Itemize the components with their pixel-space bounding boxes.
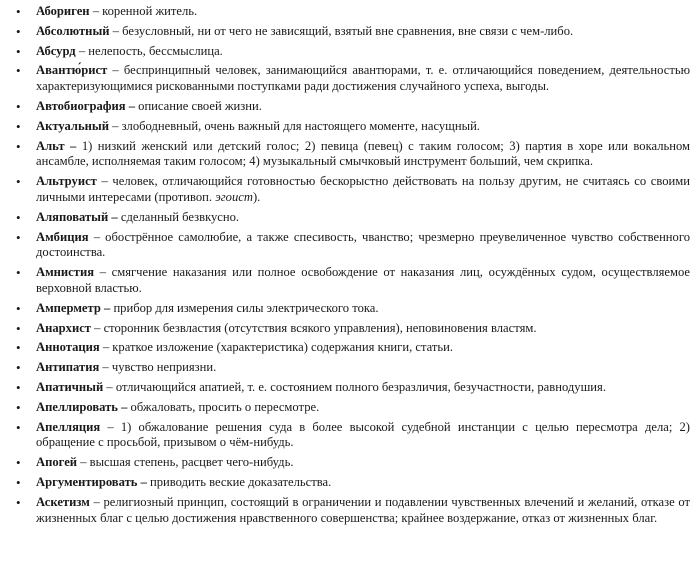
dictionary-entry — [14, 174, 690, 206]
dictionary-entry — [14, 360, 690, 376]
bullet-icon: • — [16, 43, 21, 59]
dictionary-entry — [14, 210, 690, 226]
entry-term: Автобиография – — [36, 98, 135, 113]
entry-term: Амнистия — [36, 265, 95, 280]
entry-term: Абориген — [36, 4, 90, 18]
entry-definition — [36, 265, 690, 295]
entry-definition — [118, 210, 239, 224]
bullet-icon: • — [16, 265, 21, 281]
entry-definition-text: приводить веские доказательства. — [146, 474, 332, 489]
bullet-icon: • — [16, 340, 21, 356]
entry-definition — [103, 380, 606, 394]
entry-definition — [76, 44, 223, 58]
entry-definition — [100, 340, 453, 354]
entry-definition-text: обжаловать, просить о пересмотре. — [127, 399, 320, 414]
entry-definition-text: – высшая степень, расцвет чего-нибудь. — [77, 455, 294, 470]
bullet-icon: • — [16, 419, 21, 435]
entry-term: Аннотация — [36, 340, 100, 355]
entry-definition-text: – сторонник безвластия (отсутствия всякого управления), неповиновения властям. — [90, 320, 537, 335]
entry-definition — [36, 63, 690, 93]
entry-term: Анархист — [36, 320, 91, 335]
entry-definition-text: – коренной житель. — [89, 4, 198, 18]
entry-definition-text: – краткое изложение (характеристика) содержания книги, статьи. — [99, 340, 454, 355]
bullet-icon: • — [16, 63, 21, 79]
bullet-icon: • — [16, 229, 21, 245]
bullet-icon: • — [16, 209, 21, 225]
bullet-icon: • — [16, 320, 21, 336]
bullet-icon: • — [16, 474, 21, 490]
bullet-icon: • — [16, 118, 21, 134]
entry-definition — [110, 24, 574, 38]
bullet-icon: • — [16, 379, 21, 395]
entry-definition-text: – обострённое самолюбие, а также спесивость, чванство; чрезмерно преувеличенное чувство собственного достоинства. — [36, 229, 690, 260]
bullet-icon: • — [16, 23, 21, 39]
bullet-icon: • — [16, 300, 21, 316]
dictionary-entry — [14, 139, 690, 171]
entry-definition-text: описание своей жизни. — [135, 98, 262, 113]
entry-definition-text: – злободневный, очень важный для настоящего моменте, насущный. — [108, 118, 480, 133]
entry-definition — [110, 301, 378, 315]
dictionary-entry — [14, 63, 690, 95]
dictionary-entry — [14, 301, 690, 317]
entry-term: Аскетизм — [36, 494, 90, 509]
dictionary-entry — [14, 230, 690, 262]
bullet-icon: • — [16, 174, 21, 190]
dictionary-entry — [14, 455, 690, 471]
entry-term: Альт – — [36, 138, 77, 153]
bullet-icon: • — [16, 455, 21, 471]
bullet-icon: • — [16, 98, 21, 114]
entry-definition — [91, 321, 537, 335]
entry-list — [14, 4, 690, 526]
entry-definition-text: – человек, отличающийся готовностью бескорыстно действовать на пользу другим, не считаясь со своими личными интересами (противоп. — [36, 174, 690, 204]
entry-definition-text: – отличающийся апатией, т. е. состоянием полного безразличия, безучастности, равнодушия. — [103, 379, 606, 394]
entry-term: Альтруист — [36, 174, 97, 189]
entry-term: Актуальный — [36, 118, 109, 133]
entry-definition — [109, 119, 480, 133]
entry-definition-text: сделанный безвкусно. — [117, 209, 240, 224]
entry-definition — [90, 4, 198, 18]
entry-definition — [36, 139, 690, 169]
dictionary-entry — [14, 321, 690, 337]
dictionary-entry — [14, 44, 690, 60]
entry-term: Авантю́рист — [36, 63, 108, 78]
bullet-icon: • — [16, 4, 21, 19]
entry-term: Аргументировать – — [36, 474, 147, 489]
entry-definition-text: – беспринципный человек, занимающийся авантюрами, т. е. отличающийся поведением, деятельностью характеризующимися рискованными поступками ради достижения случайного успеха, выгоды. — [36, 63, 690, 94]
entry-definition-text: – безусловный, ни от чего не зависящий, взятый вне сравнения, вне связи с чем-либо. — [109, 23, 574, 38]
bullet-icon: • — [16, 494, 21, 510]
dictionary-entry — [14, 265, 690, 297]
dictionary-entry — [14, 400, 690, 416]
entry-term: Апелляция — [36, 419, 101, 434]
entry-definition-end: ). — [252, 189, 261, 204]
entry-definition-text: – 1) обжалование решения суда в более высокой судебной инстанции с целью пересмотра дела; 2) обращение с просьбой, призывом о чём-нибудь. — [36, 419, 690, 450]
entry-term: Абсолютный — [36, 23, 110, 38]
entry-term: Амбиция — [36, 229, 89, 244]
entry-definition-text: – смягчение наказания или полное освобождение от наказания лиц, осуждённых судом, осуществляемое верховной властью. — [36, 265, 690, 295]
entry-term: Аляповатый – — [36, 209, 118, 224]
bullet-icon: • — [16, 138, 21, 154]
entry-definition-text: – чувство неприязни. — [99, 360, 217, 375]
entry-definition — [77, 455, 293, 469]
entry-definition — [36, 420, 690, 450]
entry-definition — [127, 400, 319, 414]
entry-definition — [36, 495, 690, 525]
entry-definition-italic: эгоист — [215, 189, 253, 204]
entry-definition-text: – религиозный принцип, состоящий в ограничении и подавлении чувственных влечений и желаний, отказе от жизненных благ с целью достижения нравственного совершенства; крайнее воздержание, отказ от жизненных благ. — [36, 494, 690, 525]
entry-definition — [135, 99, 262, 113]
dictionary-entry — [14, 495, 690, 527]
dictionary-entry — [14, 420, 690, 452]
entry-definition — [36, 174, 690, 204]
entry-term: Апогей — [36, 455, 78, 470]
entry-definition — [36, 230, 690, 260]
entry-term: Амперметр – — [36, 300, 111, 315]
bullet-icon: • — [16, 360, 21, 376]
bullet-icon: • — [16, 399, 21, 415]
entry-definition — [99, 360, 216, 374]
entry-term: Абсурд — [36, 43, 76, 58]
entry-term: Апеллировать – — [36, 399, 128, 414]
entry-definition — [147, 475, 331, 489]
dictionary-entry — [14, 380, 690, 396]
dictionary-entry — [14, 99, 690, 115]
entry-term: Апатичный — [36, 379, 104, 394]
dictionary-entry — [14, 340, 690, 356]
entry-definition-text: прибор для измерения силы электрического тока. — [110, 300, 379, 315]
dictionary-entry — [14, 24, 690, 40]
entry-definition-text: 1) низкий женский или детский голос; 2) певица (певец) с таким голосом; 3) партия в хоре или вокальном ансамбле, исполняемая таким голосом; 4) музыкальный смычковый инструмент больший, чем скрипка. — [36, 138, 690, 169]
dictionary-entry — [14, 475, 690, 491]
dictionary-entry — [14, 4, 690, 20]
dictionary-entry — [14, 119, 690, 135]
entry-definition-text: – нелепость, бессмыслица. — [75, 43, 223, 58]
entry-term: Антипатия — [36, 360, 100, 375]
